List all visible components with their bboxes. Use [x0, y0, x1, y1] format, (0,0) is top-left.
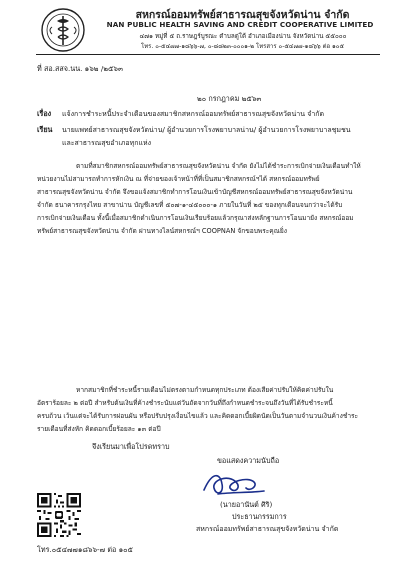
subject-text: แจ้งการชำระหนี้ประจำเดือนของสมาชิกสหกรณ์ออมทรัพย์สาธารณสุขจังหวัดน่าน จำกัด: [62, 110, 325, 118]
org-name-thai: สหกรณ์ออมทรัพย์สาธารณสุขจังหวัดน่าน จำกัด: [135, 9, 350, 21]
org-phone-numbers: โทร. ๐-๕๔๗๗-๑๘๖๖-๗, ๐-๘๘๒๓-๐๐๐๑-๒ โทรสาร ๐-๕๔๗๗-๑๘๖๖ ต่อ ๑๐๕: [140, 43, 345, 50]
signer-title: ประธานกรรมการ: [232, 512, 287, 521]
recipient-label: เรียน: [37, 125, 53, 134]
para2-line: ครบถ้วน เว้นแต่จะได้รับการผ่อนผัน หรือปรับปรุงเงื่อนไขแล้ว และคิดดอกเบี้ยผิดนัดเป็นวันตามจำนวนเงินค้างชำระ: [37, 412, 359, 420]
para1-line: สาธารณสุขจังหวัดน่าน จำกัด จึงขอแจ้งสมาชิกทำการโอนเงินเข้าบัญชีสหกรณ์ออมทรัพย์สาธารณสุขจังหวัดน่าน: [37, 188, 353, 196]
qr-code: [37, 493, 81, 537]
para1-line: ทรัพย์สาธารณสุขจังหวัดน่าน จำกัด ผ่านทางไลน์สหกรณ์ฯ COOPNAN จักขอบพระคุณยิ่ง: [37, 227, 287, 235]
signer-organization: สหกรณ์ออมทรัพย์สาธารณสุขจังหวัดน่าน จำกัด: [196, 525, 339, 533]
signer-name: (นายอานันต์ ศิริ): [220, 500, 273, 509]
footer-phone: โทร.๐๕๔๗๗๑๘๖๖-๗ ต่อ ๑๐๕: [37, 545, 133, 554]
para1-line: การเบิกจ่ายเงินเดือน ทั้งนี้เมื่อสมาชิกดำเนินการโอนเงินเรียบร้อยแล้วกรุณาส่งหลักฐานการโอนมายัง สหกรณ์ออม: [37, 214, 354, 222]
subject-label: เรื่อง: [37, 109, 52, 118]
header-divider: [36, 54, 380, 55]
para1-line: ตามที่สมาชิกสหกรณ์ออมทรัพย์สาธารณสุขจังหวัดน่าน จำกัด ยังไม่ได้ชำระการเบิกจ่ายเงินเดือนทำให้: [76, 162, 361, 170]
reference-number: ที่ สอ.สสจ.นน. ๑๖๒ /๒๕๖๓: [37, 64, 123, 73]
regards-line: ขอแสดงความนับถือ: [217, 456, 280, 465]
para1-line: หน่วยงานไม่สามารถทำการหักเงิน ณ ที่จ่ายของเจ้าหน้าที่ที่เป็นสมาชิกสหกรณ์ฯได้ สหกรณ์ออมทรัพย์: [37, 175, 320, 183]
para2-line: หากสมาชิกที่ชำระหนี้รายเดือนไม่ตรงตามกำหนดทุกประเภท ต้องเสียค่าปรับให้คิดค่าปรับใน: [76, 386, 334, 394]
para1-line: จำกัด ธนาคารกรุงไทย สาขาน่าน บัญชีเลขที่ ๕๐๗-๑-๔๕๐๐๐-๑ ภายในวันที่ ๒๕ ของทุกเดือนจนกว่าจะได้รับ: [37, 201, 343, 209]
closing-line: จึงเรียนมาเพื่อโปรดทราบ: [92, 442, 170, 451]
para2-line: รายเดือนที่ส่งหัก คิดดอกเบี้ยร้อยละ ๑๓ ต่อปี: [37, 425, 161, 433]
para2-line: อัตราร้อยละ ๒ ต่อปี สำหรับต้นเงินที่ค้างชำระนับแต่วันถัดจากวันที่ถึงกำหนดชำระจนถึงวันที่ได้รับชำระหนี้: [37, 399, 333, 407]
recipient-line-1: นายแพทย์สาธารณสุขจังหวัดน่าน/ ผู้อำนวยการโรงพยาบาลน่าน/ ผู้อำนวยการโรงพยาบาลชุมชน: [62, 126, 351, 134]
signature-mark: [198, 466, 270, 500]
org-name-english: NAN PUBLIC HEALTH SAVING AND CREDIT COOPERATIVE LIMITED: [106, 20, 374, 29]
recipient-line-2: และสาธารณสุขอำเภอทุกแห่ง: [62, 139, 152, 147]
cooperative-logo: [40, 7, 86, 53]
letter-date: ๒๐ กรกฎาคม ๒๕๖๓: [197, 94, 262, 103]
org-address: ๔๗๑ หมู่ที่ ๕ ถ.ราษฎร์บูรณะ ตำบลดู่ใต้ อำเภอเมืองน่าน จังหวัดน่าน ๕๕๐๐๐: [139, 33, 347, 40]
